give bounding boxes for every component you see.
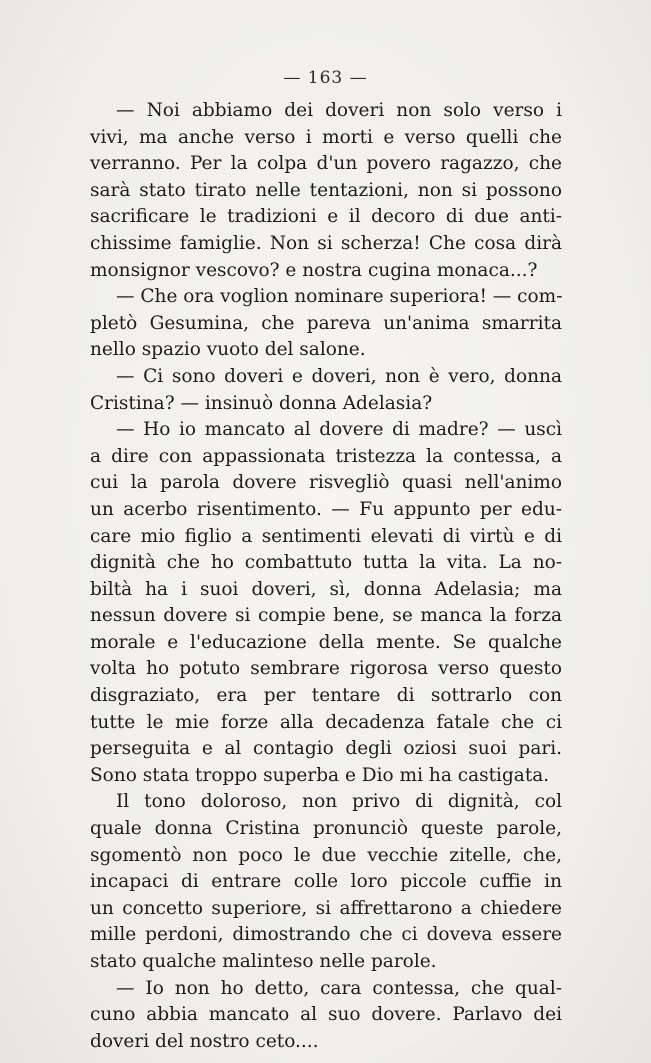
text-line: sarà stato tirato nelle tentazioni, non si possono xyxy=(90,179,562,201)
text-line: doveri del nostro ceto.... xyxy=(90,1030,319,1052)
text-line: sgomentò non poco le due vecchie zitelle, che, xyxy=(90,844,562,866)
text-line: Sono stata troppo superba e Dio mi ha castigata. xyxy=(90,764,550,786)
text-line: care mio figlio a sentimenti elevati di virtù e di xyxy=(90,525,562,547)
text-line: cuno abbia mancato al suo dovere. Parlavo dei xyxy=(90,1004,562,1026)
text-line: verranno. Per la colpa d'un povero ragazzo, che xyxy=(90,153,562,175)
text-line: dignità che ho combattuto tutta la vita. La no- xyxy=(90,552,562,574)
text-line: disgraziato, era per tentare di sottrarlo con xyxy=(90,685,562,707)
page-number: — 163 — xyxy=(283,68,368,88)
text-line: un concetto superiore, si affrettarono a chiedere xyxy=(90,897,562,919)
text-line: pletò Gesumina, che pareva un'anima smarrita xyxy=(90,312,562,334)
text-line: biltà ha i suoi doveri, sì, donna Adelasia; ma xyxy=(90,578,562,600)
text-line: nello spazio vuoto del salone. xyxy=(90,339,366,361)
text-line: cui la parola dovere risvegliò quasi nell'animo xyxy=(90,472,562,494)
text-line: stato qualche malinteso nelle parole. xyxy=(90,951,437,972)
text-line: tutte le mie forze alla decadenza fatale che ci xyxy=(90,711,562,733)
text-line: a dire con appassionata tristezza la contessa, a xyxy=(90,445,562,467)
text-line: nessun dovere si compie bene, se manca la forza xyxy=(90,605,562,627)
text-line: monsignor vescovo? e nostra cugina monaca...? xyxy=(90,259,538,281)
text-line: perseguita e al contagio degli oziosi suoi pari. xyxy=(90,738,562,760)
text-line: — Ho io mancato al dovere di madre? — uscì xyxy=(116,419,562,441)
text-line: — Noi abbiamo dei doveri non solo verso i xyxy=(116,100,562,121)
text-line: incapaci di entrare colle loro piccole cuffie in xyxy=(90,871,562,893)
body-text xyxy=(90,98,562,1055)
text-line: Cristina? — insinuò donna Adelasia? xyxy=(90,392,433,414)
text-line: mille perdoni, dimostrando che ci doveva essere xyxy=(90,924,562,946)
text-line: vivi, ma anche verso i morti e verso quelli che xyxy=(90,126,562,148)
text-line: — Che ora voglion nominare superiora! — com- xyxy=(116,286,563,308)
text-line: quale donna Cristina pronunciò queste parole, xyxy=(90,818,562,840)
text-line: — Ci sono doveri e doveri, non è vero, donna xyxy=(116,365,562,387)
text-line: morale e l'educazione della mente. Se qualche xyxy=(90,631,562,653)
text-line: chissime famiglie. Non si scherza! Che cosa dirà xyxy=(90,232,562,254)
text-line: un acerbo risentimento. — Fu appunto per edu- xyxy=(90,498,562,520)
text-line: — Io non ho detto, cara contessa, che qual- xyxy=(116,977,562,999)
text-line: volta ho potuto sembrare rigorosa verso questo xyxy=(90,658,562,680)
text-line: sacrificare le tradizioni e il decoro di due anti- xyxy=(90,206,562,228)
text-line: Il tono doloroso, non privo di dignità, col xyxy=(116,791,562,813)
